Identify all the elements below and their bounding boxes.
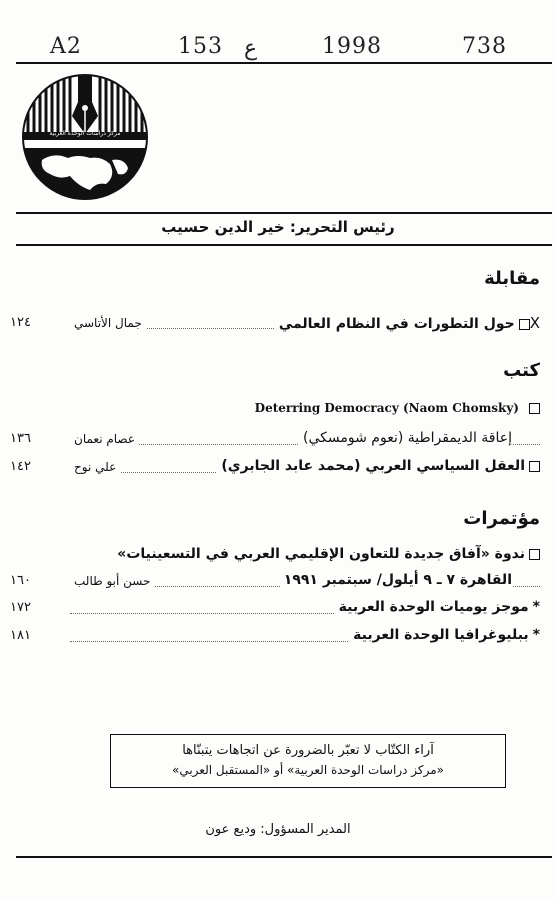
book-original-title: Deterring Democracy (Naom Chomsky) bbox=[255, 401, 540, 415]
item-author: عصام نعمان bbox=[70, 432, 139, 446]
disclaimer-line-1: آراء الكتّاب لا تعبّر بالضرورة عن اتجاهات يتبنّاها bbox=[182, 743, 434, 758]
checkbox-icon bbox=[529, 549, 540, 560]
disclaimer-box bbox=[110, 734, 506, 788]
list-item[interactable] bbox=[10, 572, 540, 594]
item-title: القاهرة ٧ ـ ٩ أيلول/ سبتمبر ١٩٩١ bbox=[280, 572, 512, 588]
item-title: العقل السياسي العربي (محمد عابد الجابري) bbox=[217, 458, 540, 474]
checkbox-icon bbox=[529, 461, 540, 472]
mark-x: X bbox=[529, 314, 540, 332]
section-heading-conferences: مؤتمرات bbox=[463, 508, 540, 529]
masthead-rule-bottom bbox=[16, 244, 552, 246]
item-page: ١٢٤ bbox=[10, 315, 31, 330]
disclaimer-line-2: «مركز دراسات الوحدة العربية» أو «المستقبل العربي» bbox=[171, 763, 444, 777]
managing-director: المدير المسؤول: وديع عون bbox=[205, 822, 351, 837]
section-heading-books: كتب bbox=[503, 360, 540, 381]
logo-text: مركز دراسات الوحدة العربية bbox=[49, 130, 121, 137]
handwritten-number: 153 bbox=[178, 34, 223, 59]
item-title: *موجز يوميات الوحدة العربية bbox=[335, 599, 540, 615]
bullet-star: * bbox=[532, 599, 540, 615]
item-title: إعاقة الديمقراطية (نعوم شومسكي) bbox=[299, 430, 512, 446]
bullet-star: * bbox=[532, 627, 540, 643]
handwritten-page: 738 bbox=[462, 34, 507, 59]
list-item[interactable] bbox=[10, 599, 540, 621]
section-heading-interview: مقابلة bbox=[484, 268, 540, 289]
item-title: Xحول التطورات في النظام العالمي bbox=[275, 314, 540, 332]
bottom-rule bbox=[16, 856, 552, 858]
center-logo bbox=[20, 72, 150, 202]
item-page: ١٣٦ bbox=[10, 431, 31, 446]
handwritten-code: A2 bbox=[50, 34, 82, 59]
item-page: ١٦٠ bbox=[10, 573, 31, 588]
item-author: حسن أبو طالب bbox=[70, 574, 154, 588]
item-title: *ببليوغرافيا الوحدة العربية bbox=[349, 627, 540, 643]
handwritten-year: 1998 bbox=[322, 34, 382, 59]
checkbox-icon bbox=[519, 319, 530, 330]
item-author: علي نوح bbox=[70, 460, 120, 474]
item-page: ١٤٢ bbox=[10, 459, 31, 474]
item-author: جمال الأتاسي bbox=[70, 316, 146, 330]
list-item[interactable] bbox=[10, 430, 540, 452]
item-page: ١٧٢ bbox=[10, 600, 31, 615]
editor-in-chief: رئيس التحرير: خير الدين حسيب bbox=[161, 218, 395, 236]
seminar-title: ندوة «آفاق جديدة للتعاون الإقليمي العربي في التسعينيات» bbox=[117, 546, 540, 562]
list-item[interactable] bbox=[10, 314, 540, 336]
item-page: ١٨١ bbox=[10, 628, 31, 643]
checkbox-icon bbox=[529, 403, 540, 414]
list-item[interactable] bbox=[10, 458, 540, 480]
handwritten-letter: ع bbox=[244, 36, 258, 61]
masthead-rule-top bbox=[16, 212, 552, 214]
top-rule bbox=[16, 62, 552, 64]
list-item[interactable] bbox=[10, 627, 540, 649]
